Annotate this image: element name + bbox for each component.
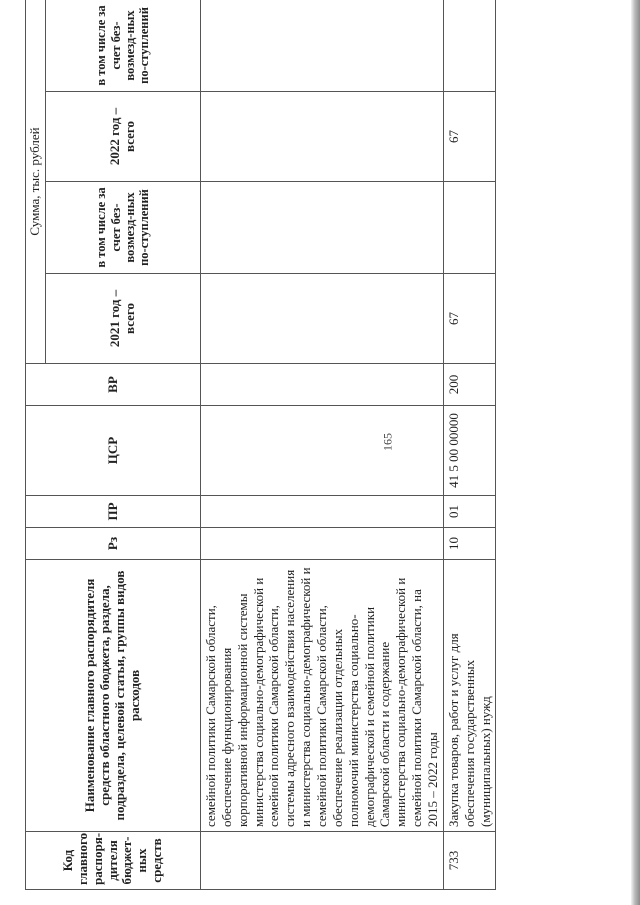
cell-rz — [200, 528, 443, 560]
cell-2021-free — [443, 182, 496, 274]
cell-name: Закупка товаров, работ и услуг для обеспечения государственных (муниципальных) нужд — [443, 560, 496, 832]
col-header-sum-group: Сумма, тыс. рублей — [26, 0, 46, 364]
cell-2022-total: 67 — [443, 92, 496, 182]
budget-table — [25, 0, 496, 890]
col-header-vr: ВР — [26, 364, 201, 406]
cell-name: семейной политики Самарской области, обеспечение функционирования корпоративной информационной системы министерства социально-демографической и семейной политики Самарской области, системы адресного взаимодействия населения и министерства социально-демографической и семейной политики Самарской области, обеспечение реализации отдельных полномочий министерства социально-демографической и семейной политики Самарской области и содержание министерства социально-демографической и семейной политики Самарской области, на 2015 – 2022 годы — [200, 560, 443, 832]
cell-2021-total — [200, 274, 443, 364]
cell-pr — [200, 496, 443, 528]
cell-code: 733 — [443, 832, 496, 890]
cell-2022-total — [200, 92, 443, 182]
col-header-2021-total: 2021 год – всего — [45, 274, 200, 364]
budget-table-rotated — [25, 0, 640, 890]
col-header-2022-total: 2022 год – всего — [45, 92, 200, 182]
col-header-name: Наименование главного распорядителя средств областного бюджета, раздела, подраздела, целевой статьи, группы видов расходов — [26, 560, 201, 832]
cell-2022-free — [200, 0, 443, 92]
cell-2021-total: 67 — [443, 274, 496, 364]
col-header-csr: ЦСР — [26, 406, 201, 496]
col-header-pr: ПР — [26, 496, 201, 528]
cell-2022-free — [443, 0, 496, 92]
table-row — [443, 0, 496, 890]
cell-vr: 200 — [443, 364, 496, 406]
cell-code — [200, 832, 443, 890]
cell-pr: 01 — [443, 496, 496, 528]
header-row-1 — [26, 0, 46, 890]
page-number: 165 — [380, 433, 395, 451]
cell-csr — [200, 406, 443, 496]
cell-vr — [200, 364, 443, 406]
table-row — [200, 0, 443, 890]
cell-2021-free — [200, 182, 443, 274]
col-header-rz: Рз — [26, 528, 201, 560]
cell-csr: 41 5 00 00000 — [443, 406, 496, 496]
col-header-2022-free: в том числе за счет без-возмезд-ных по-ступлений — [45, 0, 200, 92]
col-header-2021-free: в том числе за счет без-возмезд-ных по-ступлений — [45, 182, 200, 274]
cell-rz: 10 — [443, 528, 496, 560]
col-header-code: Код главного распоря-дителя бюджет-ных средств — [26, 832, 201, 890]
